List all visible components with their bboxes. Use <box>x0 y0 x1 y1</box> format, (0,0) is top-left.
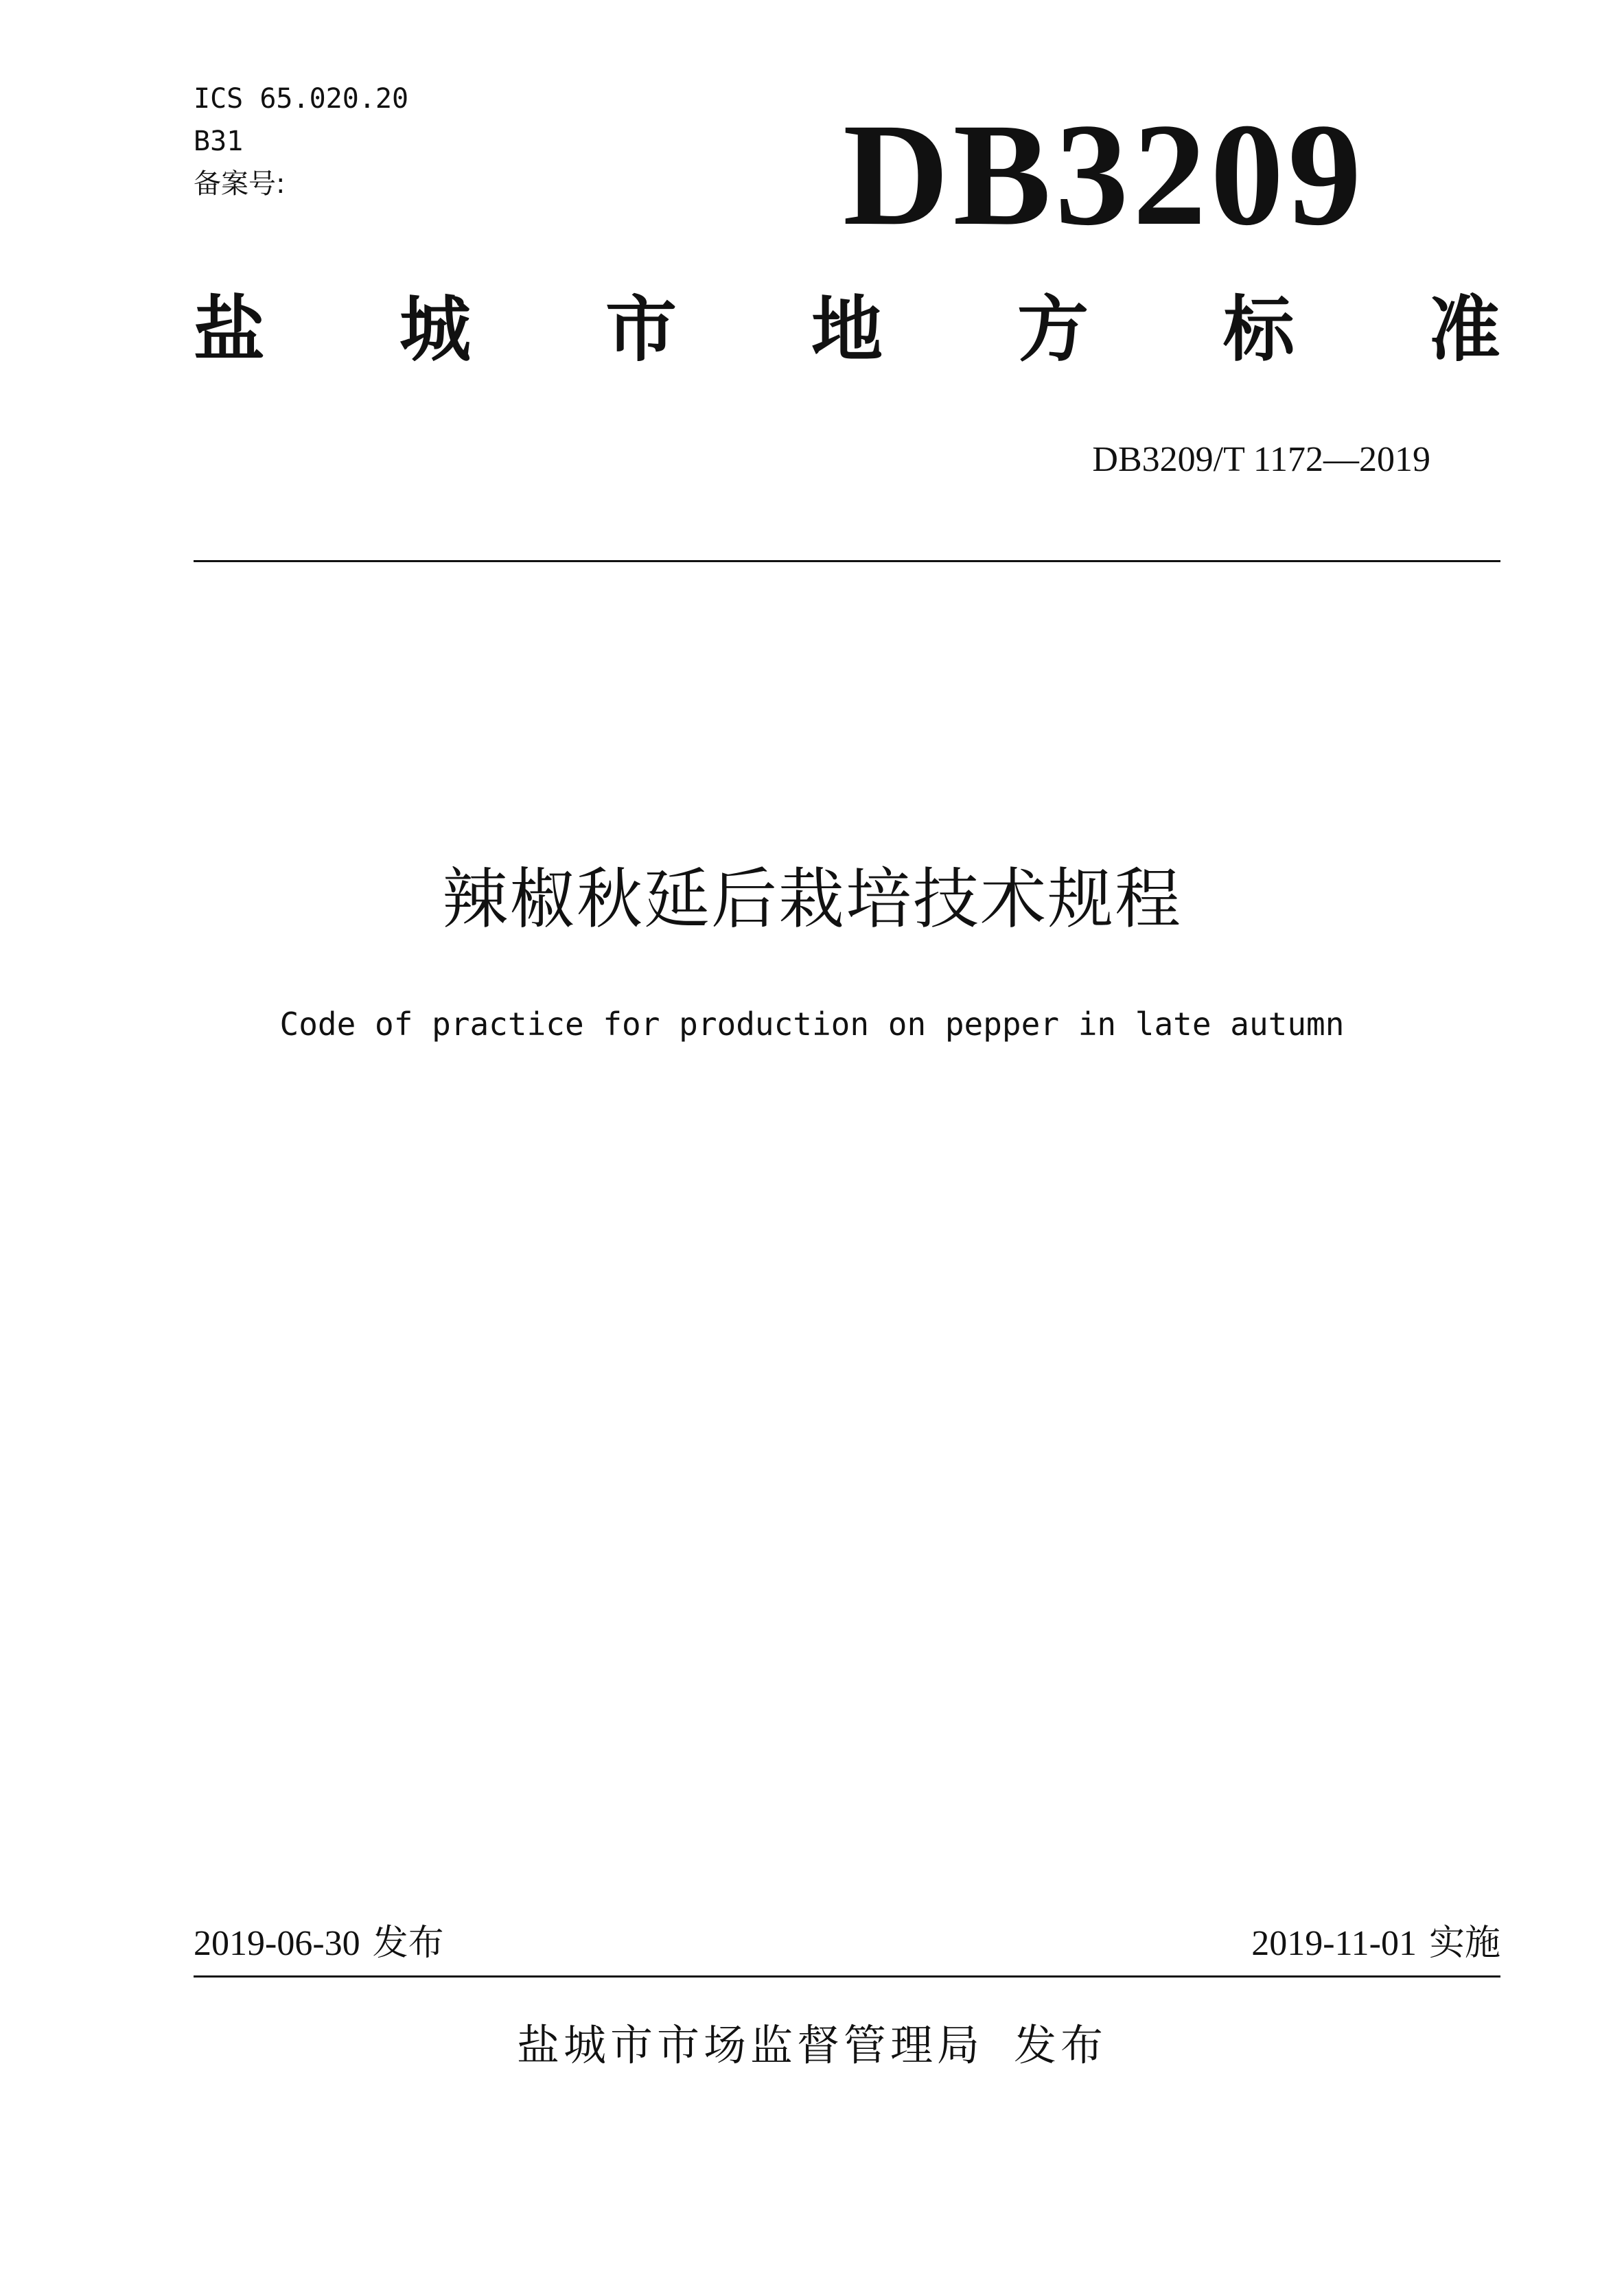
chinese-title: 辣椒秋延后栽培技术规程 <box>442 861 1182 938</box>
classification-code: B31 <box>194 126 244 157</box>
standard-type-char: 地 <box>811 288 883 371</box>
issue-label: 发布 <box>372 1923 444 1964</box>
issuer-name: 盐城市市场监督管理局 <box>516 2020 984 2070</box>
db-code: DB3209 <box>843 93 1366 256</box>
standard-type-char: 准 <box>1428 288 1500 371</box>
standard-number: DB3209/T 1172—2019 <box>1092 440 1430 479</box>
issue-date-line <box>194 1922 444 1965</box>
standard-type-char: 城 <box>399 288 471 371</box>
implement-date-line <box>1251 1922 1500 1965</box>
ics-code: ICS 65.020.20 <box>194 83 409 115</box>
record-number-label: 备案号: <box>194 168 286 200</box>
issuer-verb: 发布 <box>1014 2020 1108 2070</box>
standard-type-char: 市 <box>605 288 677 371</box>
issuing-authority <box>0 2019 1624 2072</box>
english-title: Code of practice for production on pepper in late autumn <box>279 1006 1345 1043</box>
standard-type-heading <box>194 288 1500 371</box>
standard-type-char: 标 <box>1222 288 1295 371</box>
standard-type-char: 方 <box>1017 288 1089 371</box>
bottom-divider <box>194 1975 1500 1978</box>
top-divider <box>194 560 1500 562</box>
issue-date: 2019-06-30 <box>194 1924 360 1963</box>
standard-type-char: 盐 <box>194 288 266 371</box>
implement-date: 2019-11-01 <box>1251 1924 1417 1963</box>
implement-label: 实施 <box>1428 1923 1500 1964</box>
